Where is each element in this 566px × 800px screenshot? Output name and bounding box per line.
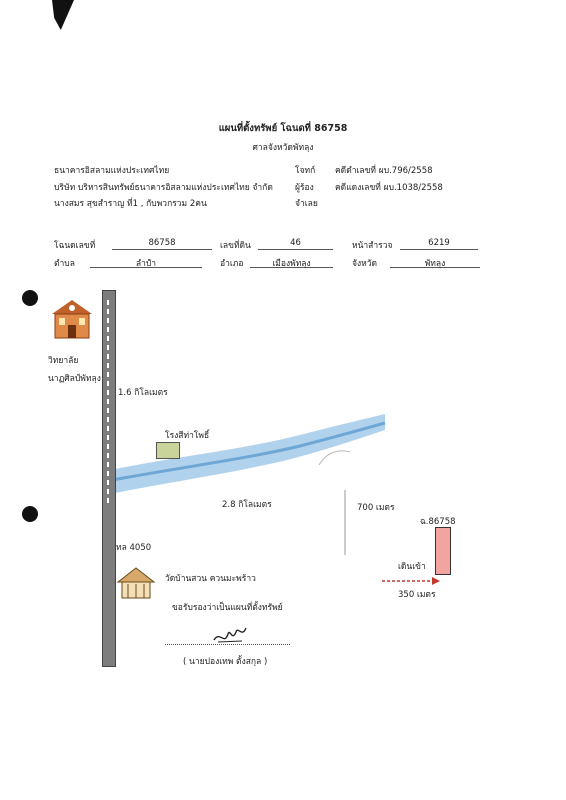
highway-label: ทล 4050 <box>116 543 152 553</box>
distance-river-label: 2.8 กิโลเมตร <box>222 500 272 510</box>
survey-label: หน้าสำรวจ <box>352 241 393 251</box>
court-name: ศาลจังหวัดพัทลุง <box>252 143 314 153</box>
rice-mill-label: โรงสีท่าโพธิ์ <box>165 431 210 441</box>
survey-value: 6219 <box>400 238 478 250</box>
rice-mill-building <box>156 442 180 459</box>
road-center-dashes <box>107 300 109 505</box>
plaintiff-role: โจทก์ <box>295 166 316 176</box>
location-map <box>0 280 566 700</box>
page-title: แผนที่ตั้งทรัพย์ โฉนดที่ 86758 <box>218 123 348 134</box>
defendant-name: นางสมร สุขสำราญ ที่1 , กับพวกรวม 2คน <box>54 199 207 209</box>
walkway-arrowhead <box>432 577 440 585</box>
property-parcel <box>435 527 451 575</box>
scan-corner-mark <box>52 0 74 30</box>
temple-icon <box>116 566 156 602</box>
parcel-label: ฉ.86758 <box>420 517 456 527</box>
certification-statement: ขอรับรองว่าเป็นแผนที่ตั้งทรัพย์ <box>172 603 283 613</box>
subdistrict-label: ตำบล <box>54 259 75 269</box>
province-label: จังหวัด <box>352 259 378 269</box>
district-value: เมืองพัทลุง <box>250 256 333 268</box>
defendant-role: จำเลย <box>295 199 318 209</box>
temple-label: วัดบ้านสวน ควนมะพร้าว <box>165 574 256 584</box>
land-no-value: 46 <box>258 238 333 250</box>
assignee-case-number: คดีแดงเลขที่ ผบ.1038/2558 <box>335 183 443 193</box>
signer-name: ( นายปองเทพ ตั้งสกุล ) <box>183 657 268 667</box>
district-label: อำเภอ <box>220 259 244 269</box>
path-curve <box>319 451 350 465</box>
plaintiff-name: ธนาคารอิสลามแห่งประเทศไทย <box>54 166 170 176</box>
college-label-line2: นาฏศิลป์พัทลุง <box>48 374 101 384</box>
distance-road-label: 1.6 กิโลเมตร <box>118 388 168 398</box>
assignee-name: บริษัท บริหารสินทรัพย์ธนาคารอิสลามแห่งประเทศไทย จำกัด <box>54 183 273 193</box>
river <box>110 414 385 494</box>
college-label-line1: วิทยาลัย <box>48 356 79 366</box>
handwritten-signature <box>212 622 248 648</box>
deed-value: 86758 <box>112 238 212 250</box>
college-building-icon <box>48 296 96 342</box>
distance-700-label: 700 เมตร <box>357 503 395 513</box>
deed-label: โฉนดเลขที่ <box>54 241 96 251</box>
province-value: พัทลุง <box>390 256 480 268</box>
plaintiff-case-number: คดีดำเลขที่ ผบ.796/2558 <box>335 166 433 176</box>
walkway-label: เดินเข้า <box>398 562 426 572</box>
distance-350-label: 350 เมตร <box>398 590 436 600</box>
highway-road <box>102 290 116 667</box>
assignee-role: ผู้ร้อง <box>295 183 314 193</box>
subdistrict-value: ลำปำ <box>90 256 202 268</box>
land-no-label: เลขที่ดิน <box>220 241 251 251</box>
